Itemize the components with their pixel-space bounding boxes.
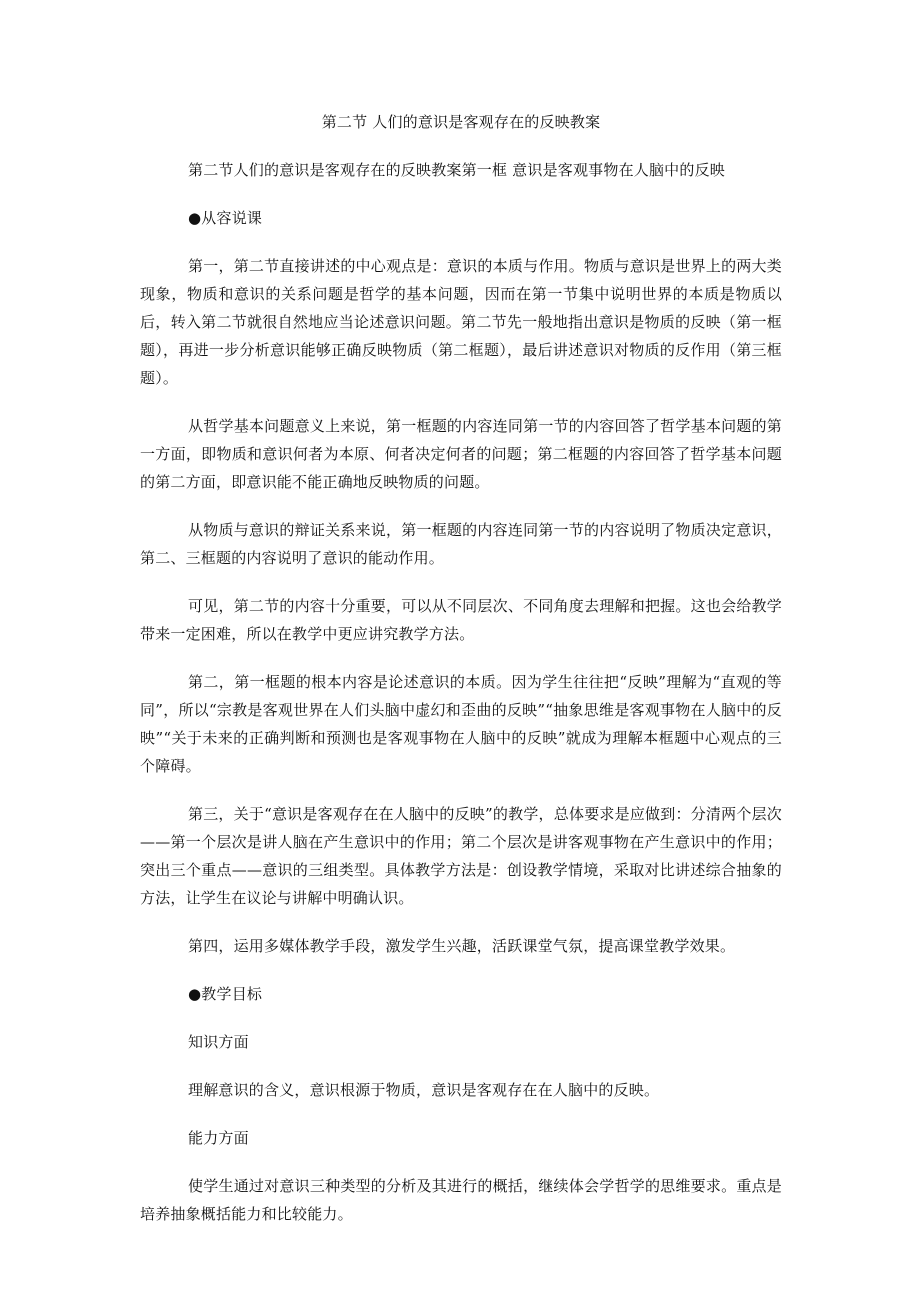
paragraph-second: 第二，第一框题的根本内容是论述意识的本质。因为学生往往把“反映”理解为“直观的等同”，所以“宗教是客观世界在人们头脑中虚幻和歪曲的反映”“抽象思维是客观事物在人脑中的反映”“关于未来的正确判断和预测也是客观事物在人脑中的反映”就成为理解本框题中心观点的三个障碍。 <box>140 673 782 775</box>
paragraph-third: 第三，关于“意识是客观存在在人脑中的反映”的教学，总体要求是应做到：分清两个层次——第一个层次是讲人脑在产生意识中的作用；第二个层次是讲客观事物在产生意识中的作用；突出三个重点——意识的三组类型。具体教学方法是：创设教学情境，采取对比讲述综合抽象的方法，让学生在议论与讲解中明确认识。 <box>140 805 782 907</box>
paragraph-importance: 可见，第二节的内容十分重要，可以从不同层次、不同角度去理解和把握。这也会给教学带来一定困难，所以在教学中更应讲究教学方法。 <box>140 597 782 643</box>
paragraph-dialectic: 从物质与意识的辩证关系来说，第一框题的内容连同第一节的内容说明了物质决定意识，第二、三框题的内容说明了意识的能动作用。 <box>140 521 782 567</box>
paragraph-first: 第一，第二节直接讲述的中心观点是：意识的本质与作用。物质与意识是世界上的两大类现象，物质和意识的关系问题是哲学的基本问题，因而在第一节集中说明世界的本质是物质以后，转入第二节就很自然地应当论述意识问题。第二节先一般地指出意识是物质的反映（第一框题），再进一步分析意识能够正确反映物质（第二框题），最后讲述意识对物质的反作用（第三框题）。 <box>140 257 782 387</box>
section-heading-lecture: ●从容说课 <box>188 209 263 227</box>
ability-label: 能力方面 <box>188 1129 249 1147</box>
document-title: 第二节 人们的意识是客观存在的反映教案 <box>321 113 601 131</box>
ability-text: 使学生通过对意识三种类型的分析及其进行的概括，继续体会学哲学的思维要求。重点是培养抽象概括能力和比较能力。 <box>140 1177 782 1223</box>
knowledge-text: 理解意识的含义，意识根源于物质，意识是客观存在在人脑中的反映。 <box>188 1081 660 1099</box>
paragraph-philosophy-question: 从哲学基本问题意义上来说，第一框题的内容连同第一节的内容回答了哲学基本问题的第一方面，即物质和意识何者为本原、何者决定何者的问题；第二框题的内容回答了哲学基本问题的第二方面，即意识能不能正确地反映物质的问题。 <box>140 417 782 491</box>
knowledge-label: 知识方面 <box>188 1033 249 1051</box>
paragraph-fourth: 第四，运用多媒体教学手段，激发学生兴趣，活跃课堂气氛，提高课堂教学效果。 <box>188 937 736 955</box>
document-body <box>140 108 782 1228</box>
document-subtitle: 第二节人们的意识是客观存在的反映教案第一框 意识是客观事物在人脑中的反映 <box>188 161 725 179</box>
section-heading-goals: ●教学目标 <box>188 985 263 1003</box>
